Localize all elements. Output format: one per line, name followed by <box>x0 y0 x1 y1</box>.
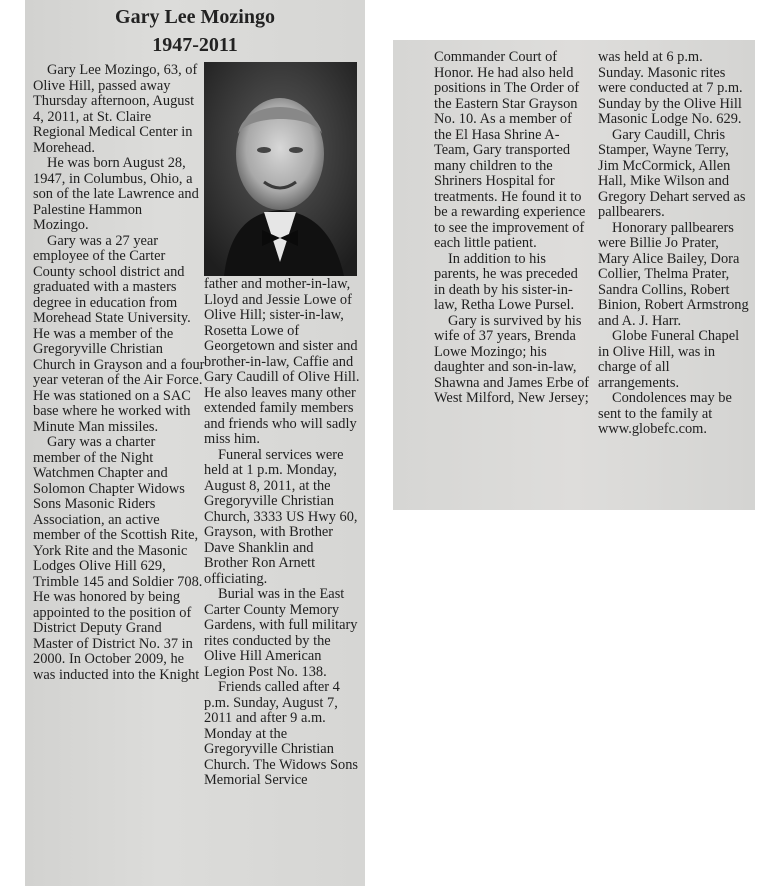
paragraph: Honorary pallbearers were Billie Jo Prater, Mary Alice Bailey, Dora Collier, Thelma Prater, Sandra Collins, Robert Binion, Robert Armstrong and A. J. Harr. <box>598 219 749 329</box>
column-3 <box>434 50 590 407</box>
paragraph: Gary was a charter member of the Night Watchmen Chapter and Solomon Chapter Widows Sons Masonic Riders Association, an active member of the Scottish Rite, York Rite and the Masonic Lodges Olive Hill 629, Trimble 145 and Soldier 708. He was honored by being appointed to the position of District Deputy Grand Master of District No. 37 in 2000. In October 2009, he was inducted into the Knight <box>33 434 203 683</box>
paragraph: Friends called after 4 p.m. Sunday, August 7, 2011 and after 9 a.m. Monday at the Gregoryville Christian Church. The Widows Sons Memorial Service <box>204 679 358 788</box>
paragraph: Burial was in the East Carter County Memory Gardens, with full military rites conducted by the Olive Hill American Legion Post No. 138. <box>204 586 358 680</box>
obituary-years: 1947-2011 <box>152 34 238 56</box>
column-1 <box>33 63 205 683</box>
paragraph: Gary is survived by his wife of 37 years, Brenda Lowe Mozingo; his daughter and son-in-law, Shawna and James Erbe of West Milford, New Jersey; <box>434 312 590 406</box>
paragraph: Globe Funeral Chapel in Olive Hill, was in charge of all arrangements. <box>598 328 740 391</box>
portrait-photo <box>204 62 357 276</box>
obituary-name: Gary Lee Mozingo <box>115 6 275 28</box>
paragraph: In addition to his parents, he was preceded in death by his sister-in-law, Retha Lowe Pursel. <box>434 250 578 313</box>
column-2 <box>204 277 360 789</box>
paragraph: Gary Caudill, Chris Stamper, Wayne Terry, Jim McCormick, Allen Hall, Mike Wilson and Gregory Dehart served as pallbearers. <box>598 126 746 220</box>
paragraph: Gary was a 27 year employee of the Carter County school district and graduated with a masters degree in education from Morehead State University. He was a member of the Gregoryville Christian Church in Grayson and a four year veteran of the Air Force. He was stationed on a SAC base where he worked with Minute Man missiles. <box>33 232 205 435</box>
paragraph: Condolences may be sent to the family at www.globefc.com. <box>598 390 732 437</box>
paragraph: was held at 6 p.m. Sunday. Masonic rites were conducted at 7 p.m. Sunday by the Olive Hill Masonic Lodge No. 629. <box>598 49 743 127</box>
paragraph: Commander Court of Honor. He had also held positions in The Order of the Eastern Star Grayson No. 10. As a member of the El Hasa Shrine A-Team, Gary transported many children to the Shriners Hospital for treatments. He found it to be a rewarding experience to see the improvement of each little patient. <box>434 49 586 251</box>
portrait-image <box>204 62 357 276</box>
paragraph: He was born August 28, 1947, in Columbus, Ohio, a son of the late Lawrence and Palestine Hammon Mozingo. <box>33 155 199 233</box>
paragraph: father and mother-in-law, Lloyd and Jessie Lowe of Olive Hill; sister-in-law, Rosetta Lowe of Georgetown and sister and brother-in-law, Caffie and Gary Caudill of Olive Hill. He also leaves many other extended family members and friends who will sadly miss him. <box>204 276 360 447</box>
paragraph: Gary Lee Mozingo, 63, of Olive Hill, passed away Thursday afternoon, August 4, 2011, at St. Claire Regional Medical Center in Morehead. <box>33 62 198 156</box>
paragraph: Funeral services were held at 1 p.m. Monday, August 8, 2011, at the Gregoryville Christian Church, 3333 US Hwy 60, Grayson, with Brother Dave Shanklin and Brother Ron Arnett officiating. <box>204 446 358 587</box>
column-4 <box>598 50 750 438</box>
